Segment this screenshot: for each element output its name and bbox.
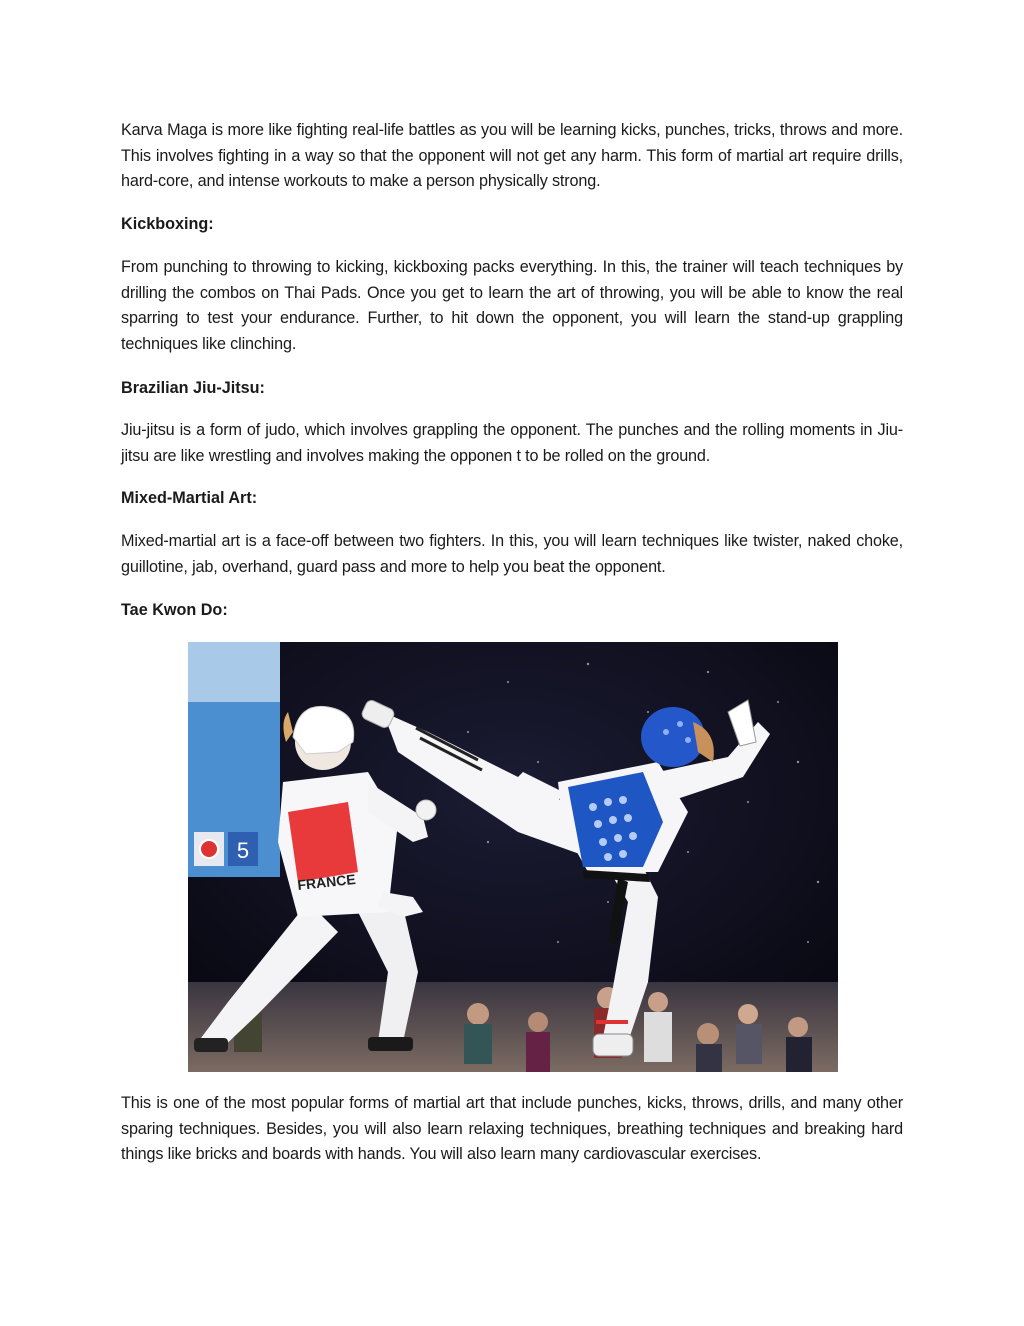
paragraph-kickboxing: From punching to throwing to kicking, kickboxing packs everything. In this, the trainer will teach techniques by drilling the combos on Thai Pads. Once you get to learn the art of throwing, you will be able to know the real sparring to test your endurance. Further, to hit down the opponent, you will learn the stand-up grappling techniques like clinching. [121,258,903,353]
heading-tae-kwon-do: Tae Kwon Do: [121,601,228,619]
taekwondo-illustration [188,642,838,1072]
chest-text: FRANCE [296,870,357,893]
scoreboard [188,642,280,877]
paragraph-mixed-martial-art: Mixed-martial art is a face-off between two fighters. In this, you will learn techniques like twister, naked choke, guillotine, jab, overhand, guard pass and more to help you beat the opponent. [121,532,903,576]
paragraph-tae-kwon-do: This is one of the most popular forms of martial art that include punches, kicks, throws, drills, and many other sparing techniques. Besides, you will also learn relaxing techniques, breathing techniques and breaking hard things like bricks and boards with hands. You will also learn many cardiovascular exercises. [121,1094,903,1164]
heading-brazilian-jiu-jitsu: Brazilian Jiu-Jitsu: [121,379,265,397]
heading-kickboxing: Kickboxing: [121,215,214,233]
taekwondo-photo [188,642,838,1072]
paragraph-karva-maga: Karva Maga is more like fighting real-life battles as you will be learning kicks, punches, tricks, throws and more. This involves fighting in a way so that the opponent will not get any harm. This form of martial art require drills, hard-core, and intense workouts to make a person physically strong. [121,121,903,191]
paragraph-brazilian-jiu-jitsu: Jiu-jitsu is a form of judo, which involves grappling the opponent. The punches and the rolling moments in Jiu-jitsu are like wrestling and involves making the opponen t to be rolled on the ground. [121,421,903,465]
scoreboard-digit: 5 [236,838,250,863]
heading-mixed-martial-art: Mixed-Martial Art: [121,489,258,507]
